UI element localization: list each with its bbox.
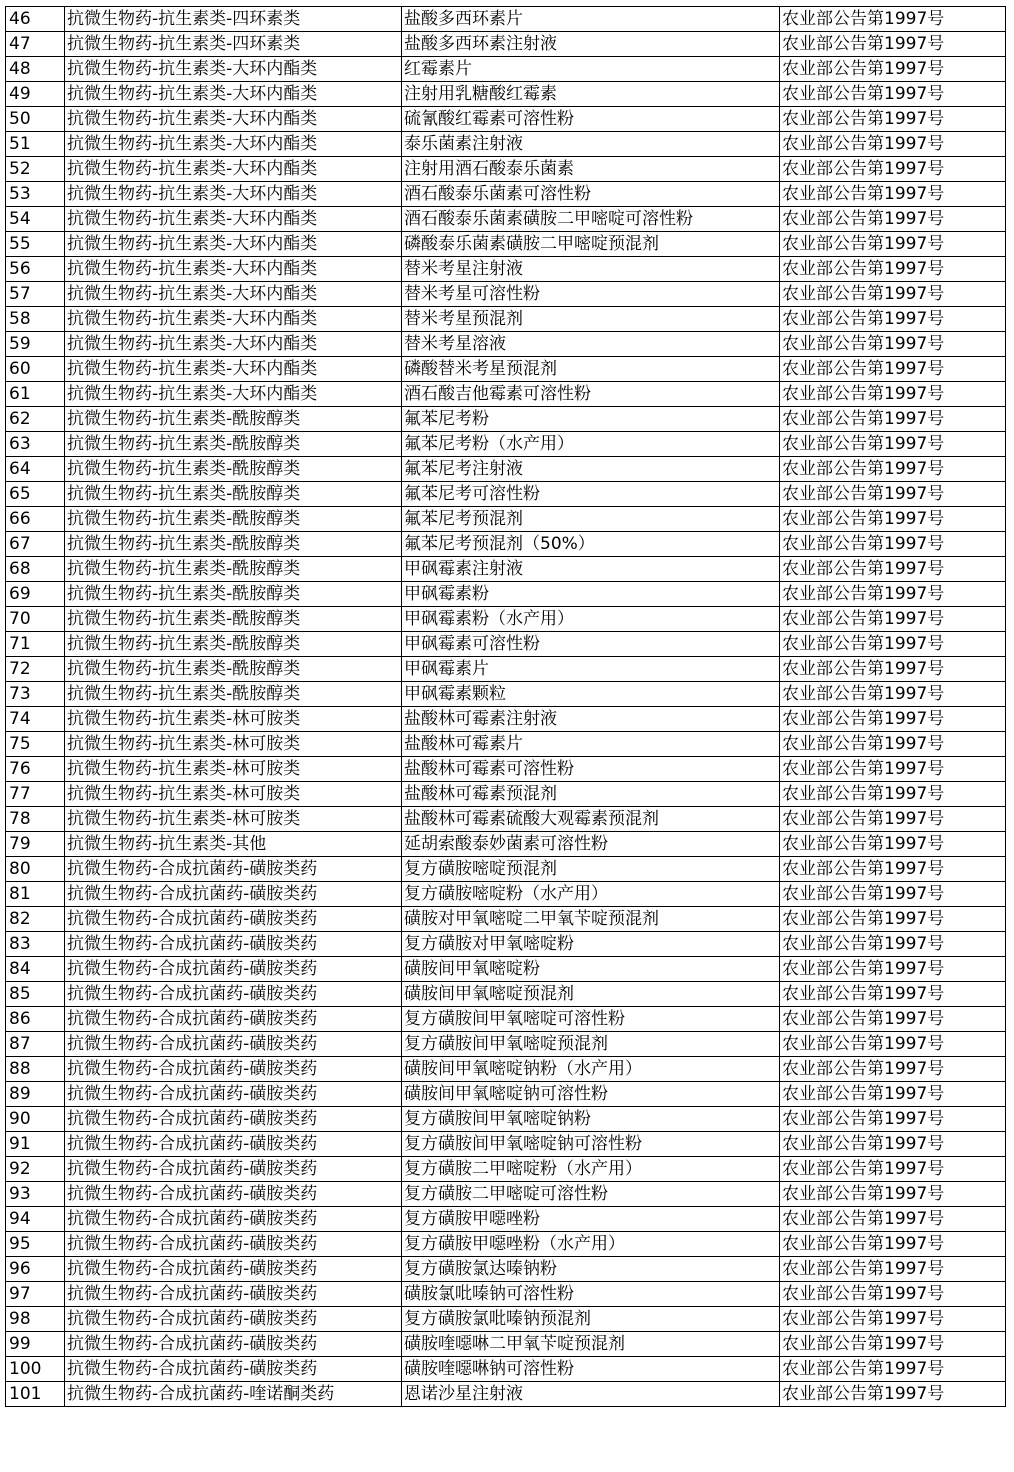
drug-name-cell: 氟苯尼考粉（水产用） [402, 432, 780, 457]
announcement-cell: 农业部公告第1997号 [780, 107, 1006, 132]
drug-name-cell: 复方磺胺甲噁唑粉（水产用） [402, 1232, 780, 1257]
announcement-cell: 农业部公告第1997号 [780, 1232, 1006, 1257]
announcement-cell: 农业部公告第1997号 [780, 1257, 1006, 1282]
drug-name-cell: 甲砜霉素粉 [402, 582, 780, 607]
announcement-cell: 农业部公告第1997号 [780, 507, 1006, 532]
row-number-cell: 56 [6, 257, 65, 282]
drug-name-cell: 盐酸林可霉素片 [402, 732, 780, 757]
category-cell: 抗微生物药-抗生素类-大环内酯类 [65, 382, 402, 407]
row-number-cell: 52 [6, 157, 65, 182]
announcement-cell: 农业部公告第1997号 [780, 257, 1006, 282]
table-row [6, 807, 1006, 832]
table-row [6, 7, 1006, 32]
table-row [6, 582, 1006, 607]
table-row [6, 782, 1006, 807]
drug-name-cell: 替米考星溶液 [402, 332, 780, 357]
table-row [6, 1057, 1006, 1082]
table-row [6, 1132, 1006, 1157]
row-number-cell: 98 [6, 1307, 65, 1332]
row-number-cell: 73 [6, 682, 65, 707]
drug-name-cell: 磺胺喹噁啉二甲氧苄啶预混剂 [402, 1332, 780, 1357]
table-row [6, 507, 1006, 532]
table-row [6, 132, 1006, 157]
table-row [6, 857, 1006, 882]
drug-name-cell: 甲砜霉素片 [402, 657, 780, 682]
announcement-cell: 农业部公告第1997号 [780, 57, 1006, 82]
row-number-cell: 96 [6, 1257, 65, 1282]
category-cell: 抗微生物药-抗生素类-酰胺醇类 [65, 682, 402, 707]
table-row [6, 232, 1006, 257]
category-cell: 抗微生物药-合成抗菌药-磺胺类药 [65, 982, 402, 1007]
row-number-cell: 83 [6, 932, 65, 957]
announcement-cell: 农业部公告第1997号 [780, 832, 1006, 857]
row-number-cell: 51 [6, 132, 65, 157]
category-cell: 抗微生物药-合成抗菌药-喹诺酮类药 [65, 1382, 402, 1407]
table-row [6, 607, 1006, 632]
drug-name-cell: 注射用乳糖酸红霉素 [402, 82, 780, 107]
announcement-cell: 农业部公告第1997号 [780, 682, 1006, 707]
category-cell: 抗微生物药-抗生素类-酰胺醇类 [65, 482, 402, 507]
category-cell: 抗微生物药-抗生素类-其他 [65, 832, 402, 857]
announcement-cell: 农业部公告第1997号 [780, 557, 1006, 582]
table-row [6, 1182, 1006, 1207]
drug-name-cell: 酒石酸吉他霉素可溶性粉 [402, 382, 780, 407]
row-number-cell: 92 [6, 1157, 65, 1182]
table-row [6, 482, 1006, 507]
row-number-cell: 63 [6, 432, 65, 457]
row-number-cell: 80 [6, 857, 65, 882]
category-cell: 抗微生物药-抗生素类-酰胺醇类 [65, 632, 402, 657]
announcement-cell: 农业部公告第1997号 [780, 607, 1006, 632]
table-row [6, 332, 1006, 357]
category-cell: 抗微生物药-抗生素类-酰胺醇类 [65, 582, 402, 607]
announcement-cell: 农业部公告第1997号 [780, 1182, 1006, 1207]
row-number-cell: 67 [6, 532, 65, 557]
announcement-cell: 农业部公告第1997号 [780, 157, 1006, 182]
table-row [6, 107, 1006, 132]
announcement-cell: 农业部公告第1997号 [780, 1082, 1006, 1107]
table-row [6, 207, 1006, 232]
drug-name-cell: 磺胺氯吡嗪钠可溶性粉 [402, 1282, 780, 1307]
announcement-cell: 农业部公告第1997号 [780, 432, 1006, 457]
announcement-cell: 农业部公告第1997号 [780, 582, 1006, 607]
category-cell: 抗微生物药-抗生素类-大环内酯类 [65, 282, 402, 307]
drug-name-cell: 盐酸林可霉素硫酸大观霉素预混剂 [402, 807, 780, 832]
category-cell: 抗微生物药-抗生素类-大环内酯类 [65, 257, 402, 282]
announcement-cell: 农业部公告第1997号 [780, 132, 1006, 157]
drug-name-cell: 磺胺间甲氧嘧啶预混剂 [402, 982, 780, 1007]
category-cell: 抗微生物药-抗生素类-大环内酯类 [65, 232, 402, 257]
drug-name-cell: 氟苯尼考粉 [402, 407, 780, 432]
announcement-cell: 农业部公告第1997号 [780, 1107, 1006, 1132]
table-row [6, 757, 1006, 782]
drug-name-cell: 复方磺胺氯达嗪钠粉 [402, 1257, 780, 1282]
announcement-cell: 农业部公告第1997号 [780, 982, 1006, 1007]
table-row [6, 1282, 1006, 1307]
table-row [6, 532, 1006, 557]
table-row [6, 682, 1006, 707]
table-row [6, 932, 1006, 957]
row-number-cell: 57 [6, 282, 65, 307]
row-number-cell: 69 [6, 582, 65, 607]
table-row [6, 907, 1006, 932]
announcement-cell: 农业部公告第1997号 [780, 1132, 1006, 1157]
announcement-cell: 农业部公告第1997号 [780, 282, 1006, 307]
table-row [6, 82, 1006, 107]
announcement-cell: 农业部公告第1997号 [780, 1357, 1006, 1382]
table-row [6, 1032, 1006, 1057]
category-cell: 抗微生物药-合成抗菌药-磺胺类药 [65, 1207, 402, 1232]
category-cell: 抗微生物药-抗生素类-大环内酯类 [65, 107, 402, 132]
drug-name-cell: 复方磺胺甲噁唑粉 [402, 1207, 780, 1232]
table-row [6, 1232, 1006, 1257]
table-row [6, 257, 1006, 282]
announcement-cell: 农业部公告第1997号 [780, 707, 1006, 732]
drug-name-cell: 复方磺胺间甲氧嘧啶钠可溶性粉 [402, 1132, 780, 1157]
drug-name-cell: 复方磺胺嘧啶粉（水产用） [402, 882, 780, 907]
drug-name-cell: 盐酸林可霉素可溶性粉 [402, 757, 780, 782]
drug-name-cell: 盐酸林可霉素注射液 [402, 707, 780, 732]
row-number-cell: 78 [6, 807, 65, 832]
drug-name-cell: 盐酸林可霉素预混剂 [402, 782, 780, 807]
category-cell: 抗微生物药-抗生素类-酰胺醇类 [65, 432, 402, 457]
drug-name-cell: 注射用酒石酸泰乐菌素 [402, 157, 780, 182]
category-cell: 抗微生物药-抗生素类-酰胺醇类 [65, 457, 402, 482]
drug-name-cell: 磺胺间甲氧嘧啶钠可溶性粉 [402, 1082, 780, 1107]
category-cell: 抗微生物药-合成抗菌药-磺胺类药 [65, 1057, 402, 1082]
category-cell: 抗微生物药-合成抗菌药-磺胺类药 [65, 882, 402, 907]
category-cell: 抗微生物药-合成抗菌药-磺胺类药 [65, 1307, 402, 1332]
row-number-cell: 59 [6, 332, 65, 357]
announcement-cell: 农业部公告第1997号 [780, 932, 1006, 957]
drug-name-cell: 复方磺胺间甲氧嘧啶可溶性粉 [402, 1007, 780, 1032]
category-cell: 抗微生物药-合成抗菌药-磺胺类药 [65, 1232, 402, 1257]
table-body [6, 7, 1006, 1407]
announcement-cell: 农业部公告第1997号 [780, 907, 1006, 932]
drug-name-cell: 氟苯尼考可溶性粉 [402, 482, 780, 507]
row-number-cell: 90 [6, 1107, 65, 1132]
announcement-cell: 农业部公告第1997号 [780, 1382, 1006, 1407]
announcement-cell: 农业部公告第1997号 [780, 732, 1006, 757]
announcement-cell: 农业部公告第1997号 [780, 957, 1006, 982]
category-cell: 抗微生物药-抗生素类-大环内酯类 [65, 157, 402, 182]
drug-name-cell: 磺胺喹噁啉钠可溶性粉 [402, 1357, 780, 1382]
row-number-cell: 58 [6, 307, 65, 332]
drug-list-table [5, 6, 1006, 1407]
row-number-cell: 79 [6, 832, 65, 857]
category-cell: 抗微生物药-合成抗菌药-磺胺类药 [65, 1107, 402, 1132]
drug-name-cell: 盐酸多西环素片 [402, 7, 780, 32]
category-cell: 抗微生物药-合成抗菌药-磺胺类药 [65, 1032, 402, 1057]
table-row [6, 307, 1006, 332]
announcement-cell: 农业部公告第1997号 [780, 782, 1006, 807]
row-number-cell: 97 [6, 1282, 65, 1307]
category-cell: 抗微生物药-抗生素类-酰胺醇类 [65, 532, 402, 557]
table-row [6, 57, 1006, 82]
drug-name-cell: 替米考星注射液 [402, 257, 780, 282]
table-row [6, 1007, 1006, 1032]
table-row [6, 382, 1006, 407]
announcement-cell: 农业部公告第1997号 [780, 482, 1006, 507]
category-cell: 抗微生物药-抗生素类-林可胺类 [65, 757, 402, 782]
category-cell: 抗微生物药-合成抗菌药-磺胺类药 [65, 1332, 402, 1357]
category-cell: 抗微生物药-合成抗菌药-磺胺类药 [65, 1157, 402, 1182]
table-row [6, 1307, 1006, 1332]
table-row [6, 957, 1006, 982]
row-number-cell: 88 [6, 1057, 65, 1082]
drug-name-cell: 盐酸多西环素注射液 [402, 32, 780, 57]
drug-name-cell: 复方磺胺嘧啶预混剂 [402, 857, 780, 882]
row-number-cell: 70 [6, 607, 65, 632]
category-cell: 抗微生物药-合成抗菌药-磺胺类药 [65, 1257, 402, 1282]
announcement-cell: 农业部公告第1997号 [780, 807, 1006, 832]
category-cell: 抗微生物药-合成抗菌药-磺胺类药 [65, 907, 402, 932]
row-number-cell: 100 [6, 1357, 65, 1382]
drug-name-cell: 氟苯尼考预混剂 [402, 507, 780, 532]
row-number-cell: 55 [6, 232, 65, 257]
category-cell: 抗微生物药-抗生素类-林可胺类 [65, 707, 402, 732]
row-number-cell: 71 [6, 632, 65, 657]
announcement-cell: 农业部公告第1997号 [780, 1332, 1006, 1357]
row-number-cell: 47 [6, 32, 65, 57]
row-number-cell: 53 [6, 182, 65, 207]
drug-name-cell: 甲砜霉素可溶性粉 [402, 632, 780, 657]
table-row [6, 407, 1006, 432]
category-cell: 抗微生物药-合成抗菌药-磺胺类药 [65, 932, 402, 957]
drug-name-cell: 甲砜霉素注射液 [402, 557, 780, 582]
row-number-cell: 46 [6, 7, 65, 32]
category-cell: 抗微生物药-抗生素类-大环内酯类 [65, 132, 402, 157]
category-cell: 抗微生物药-抗生素类-林可胺类 [65, 807, 402, 832]
drug-name-cell: 磺胺间甲氧嘧啶粉 [402, 957, 780, 982]
row-number-cell: 68 [6, 557, 65, 582]
announcement-cell: 农业部公告第1997号 [780, 1282, 1006, 1307]
announcement-cell: 农业部公告第1997号 [780, 32, 1006, 57]
drug-name-cell: 复方磺胺间甲氧嘧啶预混剂 [402, 1032, 780, 1057]
drug-name-cell: 氟苯尼考预混剂（50%） [402, 532, 780, 557]
category-cell: 抗微生物药-抗生素类-酰胺醇类 [65, 507, 402, 532]
table-row [6, 357, 1006, 382]
row-number-cell: 50 [6, 107, 65, 132]
row-number-cell: 86 [6, 1007, 65, 1032]
drug-name-cell: 磷酸泰乐菌素磺胺二甲嘧啶预混剂 [402, 232, 780, 257]
table-row [6, 1382, 1006, 1407]
table-row [6, 157, 1006, 182]
drug-name-cell: 复方磺胺对甲氧嘧啶粉 [402, 932, 780, 957]
announcement-cell: 农业部公告第1997号 [780, 207, 1006, 232]
drug-name-cell: 酒石酸泰乐菌素磺胺二甲嘧啶可溶性粉 [402, 207, 780, 232]
category-cell: 抗微生物药-合成抗菌药-磺胺类药 [65, 1357, 402, 1382]
row-number-cell: 89 [6, 1082, 65, 1107]
table-row [6, 182, 1006, 207]
drug-name-cell: 复方磺胺间甲氧嘧啶钠粉 [402, 1107, 780, 1132]
table-row [6, 32, 1006, 57]
category-cell: 抗微生物药-抗生素类-四环素类 [65, 32, 402, 57]
row-number-cell: 95 [6, 1232, 65, 1257]
table-row [6, 832, 1006, 857]
announcement-cell: 农业部公告第1997号 [780, 232, 1006, 257]
announcement-cell: 农业部公告第1997号 [780, 532, 1006, 557]
row-number-cell: 94 [6, 1207, 65, 1232]
row-number-cell: 66 [6, 507, 65, 532]
table-row [6, 632, 1006, 657]
row-number-cell: 85 [6, 982, 65, 1007]
row-number-cell: 49 [6, 82, 65, 107]
table-row [6, 707, 1006, 732]
announcement-cell: 农业部公告第1997号 [780, 1057, 1006, 1082]
table-row [6, 432, 1006, 457]
announcement-cell: 农业部公告第1997号 [780, 657, 1006, 682]
announcement-cell: 农业部公告第1997号 [780, 182, 1006, 207]
drug-name-cell: 甲砜霉素粉（水产用） [402, 607, 780, 632]
row-number-cell: 87 [6, 1032, 65, 1057]
row-number-cell: 75 [6, 732, 65, 757]
row-number-cell: 77 [6, 782, 65, 807]
row-number-cell: 82 [6, 907, 65, 932]
row-number-cell: 81 [6, 882, 65, 907]
drug-name-cell: 替米考星可溶性粉 [402, 282, 780, 307]
drug-name-cell: 硫氰酸红霉素可溶性粉 [402, 107, 780, 132]
row-number-cell: 62 [6, 407, 65, 432]
drug-name-cell: 甲砜霉素颗粒 [402, 682, 780, 707]
announcement-cell: 农业部公告第1997号 [780, 307, 1006, 332]
category-cell: 抗微生物药-抗生素类-酰胺醇类 [65, 657, 402, 682]
announcement-cell: 农业部公告第1997号 [780, 1007, 1006, 1032]
drug-name-cell: 红霉素片 [402, 57, 780, 82]
table-row [6, 1332, 1006, 1357]
announcement-cell: 农业部公告第1997号 [780, 1207, 1006, 1232]
drug-name-cell: 延胡索酸泰妙菌素可溶性粉 [402, 832, 780, 857]
table-row [6, 557, 1006, 582]
announcement-cell: 农业部公告第1997号 [780, 457, 1006, 482]
row-number-cell: 48 [6, 57, 65, 82]
category-cell: 抗微生物药-抗生素类-酰胺醇类 [65, 557, 402, 582]
category-cell: 抗微生物药-抗生素类-大环内酯类 [65, 182, 402, 207]
drug-name-cell: 恩诺沙星注射液 [402, 1382, 780, 1407]
table-row [6, 657, 1006, 682]
table-row [6, 1107, 1006, 1132]
row-number-cell: 76 [6, 757, 65, 782]
category-cell: 抗微生物药-抗生素类-林可胺类 [65, 782, 402, 807]
announcement-cell: 农业部公告第1997号 [780, 1032, 1006, 1057]
category-cell: 抗微生物药-合成抗菌药-磺胺类药 [65, 1007, 402, 1032]
category-cell: 抗微生物药-合成抗菌药-磺胺类药 [65, 1082, 402, 1107]
table-row [6, 1082, 1006, 1107]
drug-name-cell: 氟苯尼考注射液 [402, 457, 780, 482]
row-number-cell: 93 [6, 1182, 65, 1207]
drug-name-cell: 替米考星预混剂 [402, 307, 780, 332]
announcement-cell: 农业部公告第1997号 [780, 357, 1006, 382]
row-number-cell: 74 [6, 707, 65, 732]
category-cell: 抗微生物药-合成抗菌药-磺胺类药 [65, 1282, 402, 1307]
row-number-cell: 99 [6, 1332, 65, 1357]
announcement-cell: 农业部公告第1997号 [780, 407, 1006, 432]
category-cell: 抗微生物药-抗生素类-大环内酯类 [65, 57, 402, 82]
announcement-cell: 农业部公告第1997号 [780, 82, 1006, 107]
category-cell: 抗微生物药-抗生素类-大环内酯类 [65, 357, 402, 382]
row-number-cell: 60 [6, 357, 65, 382]
category-cell: 抗微生物药-抗生素类-四环素类 [65, 7, 402, 32]
row-number-cell: 64 [6, 457, 65, 482]
category-cell: 抗微生物药-抗生素类-酰胺醇类 [65, 607, 402, 632]
drug-name-cell: 复方磺胺氯吡嗪钠预混剂 [402, 1307, 780, 1332]
announcement-cell: 农业部公告第1997号 [780, 632, 1006, 657]
category-cell: 抗微生物药-抗生素类-大环内酯类 [65, 307, 402, 332]
row-number-cell: 84 [6, 957, 65, 982]
announcement-cell: 农业部公告第1997号 [780, 757, 1006, 782]
drug-name-cell: 复方磺胺二甲嘧啶粉（水产用） [402, 1157, 780, 1182]
drug-name-cell: 磺胺间甲氧嘧啶钠粉（水产用） [402, 1057, 780, 1082]
category-cell: 抗微生物药-合成抗菌药-磺胺类药 [65, 857, 402, 882]
announcement-cell: 农业部公告第1997号 [780, 7, 1006, 32]
table-row [6, 457, 1006, 482]
table-row [6, 732, 1006, 757]
drug-name-cell: 酒石酸泰乐菌素可溶性粉 [402, 182, 780, 207]
row-number-cell: 91 [6, 1132, 65, 1157]
category-cell: 抗微生物药-抗生素类-林可胺类 [65, 732, 402, 757]
table-row [6, 882, 1006, 907]
row-number-cell: 61 [6, 382, 65, 407]
drug-name-cell: 复方磺胺二甲嘧啶可溶性粉 [402, 1182, 780, 1207]
row-number-cell: 101 [6, 1382, 65, 1407]
announcement-cell: 农业部公告第1997号 [780, 332, 1006, 357]
table-row [6, 1157, 1006, 1182]
table-row [6, 1207, 1006, 1232]
announcement-cell: 农业部公告第1997号 [780, 382, 1006, 407]
table-row [6, 982, 1006, 1007]
drug-name-cell: 磺胺对甲氧嘧啶二甲氧苄啶预混剂 [402, 907, 780, 932]
row-number-cell: 72 [6, 657, 65, 682]
category-cell: 抗微生物药-抗生素类-大环内酯类 [65, 82, 402, 107]
table-row [6, 282, 1006, 307]
category-cell: 抗微生物药-抗生素类-大环内酯类 [65, 207, 402, 232]
category-cell: 抗微生物药-合成抗菌药-磺胺类药 [65, 1132, 402, 1157]
announcement-cell: 农业部公告第1997号 [780, 882, 1006, 907]
announcement-cell: 农业部公告第1997号 [780, 1307, 1006, 1332]
announcement-cell: 农业部公告第1997号 [780, 857, 1006, 882]
row-number-cell: 54 [6, 207, 65, 232]
announcement-cell: 农业部公告第1997号 [780, 1157, 1006, 1182]
table-row [6, 1357, 1006, 1382]
table-row [6, 1257, 1006, 1282]
category-cell: 抗微生物药-合成抗菌药-磺胺类药 [65, 957, 402, 982]
drug-name-cell: 磷酸替米考星预混剂 [402, 357, 780, 382]
category-cell: 抗微生物药-抗生素类-酰胺醇类 [65, 407, 402, 432]
row-number-cell: 65 [6, 482, 65, 507]
category-cell: 抗微生物药-抗生素类-大环内酯类 [65, 332, 402, 357]
category-cell: 抗微生物药-合成抗菌药-磺胺类药 [65, 1182, 402, 1207]
drug-name-cell: 泰乐菌素注射液 [402, 132, 780, 157]
